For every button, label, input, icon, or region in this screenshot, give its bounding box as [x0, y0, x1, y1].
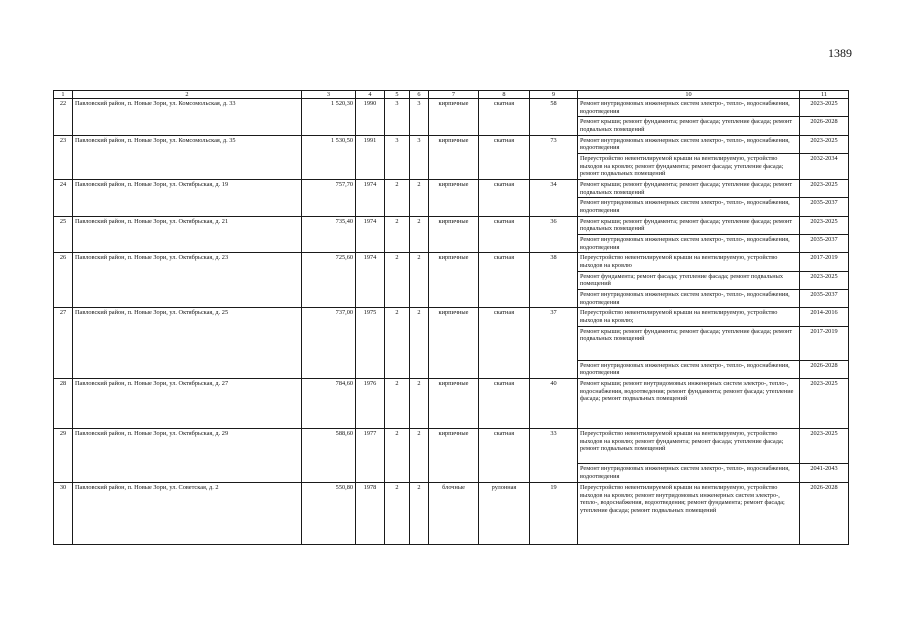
work-period-cell: 2026-2028 [800, 360, 849, 378]
roof-type-cell: скатная [479, 429, 530, 483]
column-header: 4 [356, 91, 385, 99]
row-number: 27 [54, 308, 73, 379]
work-period-cell: 2026-2028 [800, 483, 849, 545]
floors-cell: 2 [385, 180, 410, 217]
table-row [54, 483, 849, 545]
work-description-cell: Ремонт крыши; ремонт фундамента; ремонт фасада; утепление фасада; ремонт подвальных помещений [578, 326, 800, 360]
wall-material-cell: кирпичные [429, 429, 479, 483]
work-description-cell: Переустройство невентилируемой крыши на вентилируемую, устройство выходов на кровлю; ремонт фундамента; ремонт фасада; утепление фасада; ремонт подвальных помещений [578, 429, 800, 464]
area-cell: 735,40 [302, 216, 356, 253]
work-period-cell: 2023-2025 [800, 379, 849, 429]
wall-material-cell: кирпичные [429, 379, 479, 429]
area-cell: 1 530,50 [302, 135, 356, 179]
floors-cell: 3 [385, 99, 410, 136]
row-number: 24 [54, 180, 73, 217]
housing-registry-table [53, 90, 849, 545]
work-period-cell: 2032-2034 [800, 154, 849, 180]
work-period-cell: 2023-2025 [800, 271, 849, 289]
floors-cell: 3 [385, 135, 410, 179]
work-period-cell: 2023-2025 [800, 99, 849, 117]
apartments-cell: 34 [530, 180, 578, 217]
entrances-cell: 3 [410, 135, 429, 179]
work-period-cell: 2017-2019 [800, 253, 849, 271]
work-period-cell: 2014-2016 [800, 308, 849, 326]
entrances-cell: 2 [410, 180, 429, 217]
year-cell: 1978 [356, 483, 385, 545]
floors-cell: 2 [385, 308, 410, 379]
area-cell: 588,60 [302, 429, 356, 483]
area-cell: 725,60 [302, 253, 356, 308]
apartments-cell: 33 [530, 429, 578, 483]
work-description-cell: Переустройство невентилируемой крыши на вентилируемую, устройство выходов на кровлю; [578, 308, 800, 326]
roof-type-cell: скатная [479, 308, 530, 379]
entrances-cell: 2 [410, 253, 429, 308]
work-description-cell: Переустройство невентилируемой крыши на вентилируемую, устройство выходов на кровлю; ремонт внутридомовых инженерных систем электро-, тепло-, водоснабжения, водоотведения; ремонт фундамента; ремонт фасада; утепление фасада; ремонт подвальных помещений [578, 483, 800, 545]
table-row [54, 216, 849, 234]
address-cell: Павловский район, п. Новые Зори, ул. Октябрьская, д. 25 [73, 308, 302, 379]
year-cell: 1991 [356, 135, 385, 179]
column-header: 9 [530, 91, 578, 99]
work-description-cell: Ремонт внутридомовых инженерных систем электро-, тепло-, водоснабжения, водоотведения [578, 360, 800, 378]
work-period-cell: 2023-2025 [800, 216, 849, 234]
table-row [54, 379, 849, 429]
work-description-cell: Ремонт внутридомовых инженерных систем электро-, тепло-, водоснабжения, водоотведения [578, 290, 800, 308]
table-row [54, 99, 849, 117]
address-cell: Павловский район, п. Новые Зори, ул. Комсомольская, д. 33 [73, 99, 302, 136]
apartments-cell: 40 [530, 379, 578, 429]
wall-material-cell: кирпичные [429, 135, 479, 179]
work-description-cell: Ремонт внутридомовых инженерных систем электро-, тепло-, водоснабжения, водоотведения [578, 99, 800, 117]
work-period-cell: 2035-2037 [800, 198, 849, 216]
area-cell: 784,60 [302, 379, 356, 429]
area-cell: 1 520,30 [302, 99, 356, 136]
address-cell: Павловский район, п. Новые Зори, ул. Комсомольская, д. 35 [73, 135, 302, 179]
row-number: 23 [54, 135, 73, 179]
work-description-cell: Ремонт внутридомовых инженерных систем электро-, тепло-, водоснабжения, водоотведения [578, 235, 800, 253]
table-row [54, 253, 849, 271]
wall-material-cell: кирпичные [429, 180, 479, 217]
work-period-cell: 2023-2025 [800, 429, 849, 464]
address-cell: Павловский район, п. Новые Зори, ул. Советская, д. 2 [73, 483, 302, 545]
roof-type-cell: скатная [479, 216, 530, 253]
year-cell: 1990 [356, 99, 385, 136]
area-cell: 757,70 [302, 180, 356, 217]
column-header: 1 [54, 91, 73, 99]
column-header: 5 [385, 91, 410, 99]
row-number: 30 [54, 483, 73, 545]
column-header: 10 [578, 91, 800, 99]
floors-cell: 2 [385, 253, 410, 308]
apartments-cell: 73 [530, 135, 578, 179]
apartments-cell: 58 [530, 99, 578, 136]
year-cell: 1974 [356, 253, 385, 308]
apartments-cell: 38 [530, 253, 578, 308]
wall-material-cell: кирпичные [429, 99, 479, 136]
row-number: 22 [54, 99, 73, 136]
entrances-cell: 2 [410, 308, 429, 379]
wall-material-cell: кирпичные [429, 308, 479, 379]
work-description-cell: Ремонт крыши; ремонт фундамента; ремонт фасада; утепление фасада; ремонт подвальных помещений [578, 180, 800, 198]
row-number: 29 [54, 429, 73, 483]
address-cell: Павловский район, п. Новые Зори, ул. Октябрьская, д. 29 [73, 429, 302, 483]
header-row [54, 91, 849, 99]
area-cell: 737,00 [302, 308, 356, 379]
address-cell: Павловский район, п. Новые Зори, ул. Октябрьская, д. 21 [73, 216, 302, 253]
table-row [54, 135, 849, 153]
entrances-cell: 2 [410, 379, 429, 429]
area-cell: 550,80 [302, 483, 356, 545]
roof-type-cell: скатная [479, 180, 530, 217]
roof-type-cell: рулонная [479, 483, 530, 545]
row-number: 26 [54, 253, 73, 308]
wall-material-cell: кирпичные [429, 253, 479, 308]
work-description-cell: Ремонт внутридомовых инженерных систем электро-, тепло-, водоснабжения, водоотведения [578, 198, 800, 216]
floors-cell: 2 [385, 379, 410, 429]
roof-type-cell: скатная [479, 99, 530, 136]
year-cell: 1975 [356, 308, 385, 379]
roof-type-cell: скатная [479, 253, 530, 308]
table-row [54, 308, 849, 326]
year-cell: 1974 [356, 180, 385, 217]
year-cell: 1977 [356, 429, 385, 483]
column-header: 11 [800, 91, 849, 99]
work-period-cell: 2035-2037 [800, 290, 849, 308]
column-header: 7 [429, 91, 479, 99]
entrances-cell: 2 [410, 483, 429, 545]
work-period-cell: 2041-2043 [800, 464, 849, 483]
column-header: 6 [410, 91, 429, 99]
work-period-cell: 2017-2019 [800, 326, 849, 360]
address-cell: Павловский район, п. Новые Зори, ул. Октябрьская, д. 23 [73, 253, 302, 308]
wall-material-cell: кирпичные [429, 216, 479, 253]
work-period-cell: 2023-2025 [800, 180, 849, 198]
work-description-cell: Ремонт крыши; ремонт фундамента; ремонт фасада; утепление фасада; ремонт подвальных помещений [578, 216, 800, 234]
entrances-cell: 3 [410, 99, 429, 136]
column-header: 3 [302, 91, 356, 99]
work-description-cell: Ремонт фундамента; ремонт фасада; утепление фасада; ремонт подвальных помещений [578, 271, 800, 289]
floors-cell: 2 [385, 429, 410, 483]
floors-cell: 2 [385, 483, 410, 545]
column-header: 8 [479, 91, 530, 99]
entrances-cell: 2 [410, 429, 429, 483]
table-row [54, 429, 849, 464]
entrances-cell: 2 [410, 216, 429, 253]
roof-type-cell: скатная [479, 379, 530, 429]
work-description-cell: Переустройство невентилируемой крыши на вентилируемую, устройство выходов на кровлю [578, 253, 800, 271]
work-description-cell: Ремонт внутридомовых инженерных систем электро-, тепло-, водоснабжения, водоотведения [578, 464, 800, 483]
year-cell: 1976 [356, 379, 385, 429]
roof-type-cell: скатная [479, 135, 530, 179]
column-header: 2 [73, 91, 302, 99]
address-cell: Павловский район, п. Новые Зори, ул. Октябрьская, д. 19 [73, 180, 302, 217]
table-row [54, 180, 849, 198]
row-number: 25 [54, 216, 73, 253]
page-number: 1389 [828, 46, 852, 60]
apartments-cell: 36 [530, 216, 578, 253]
floors-cell: 2 [385, 216, 410, 253]
work-description-cell: Ремонт внутридомовых инженерных систем электро-, тепло-, водоснабжения, водоотведения [578, 135, 800, 153]
work-description-cell: Ремонт крыши; ремонт фундамента; ремонт фасада; утепление фасада; ремонт подвальных помещений [578, 117, 800, 135]
row-number: 28 [54, 379, 73, 429]
work-description-cell: Переустройство невентилируемой крыши на вентилируемую, устройство выходов на кровлю; ремонт фундамента; ремонт фасада; утепление фасада; ремонт подвальных помещений [578, 154, 800, 180]
address-cell: Павловский район, п. Новые Зори, ул. Октябрьская, д. 27 [73, 379, 302, 429]
work-description-cell: Ремонт крыши; ремонт внутридомовых инженерных систем электро-, тепло-, водоснабжения, водоотведения; ремонт фундамента; ремонт фасада; утепление фасада; ремонт подвальных помещений [578, 379, 800, 429]
work-period-cell: 2026-2028 [800, 117, 849, 135]
wall-material-cell: блочные [429, 483, 479, 545]
apartments-cell: 37 [530, 308, 578, 379]
work-period-cell: 2023-2025 [800, 135, 849, 153]
year-cell: 1974 [356, 216, 385, 253]
apartments-cell: 19 [530, 483, 578, 545]
work-period-cell: 2035-2037 [800, 235, 849, 253]
